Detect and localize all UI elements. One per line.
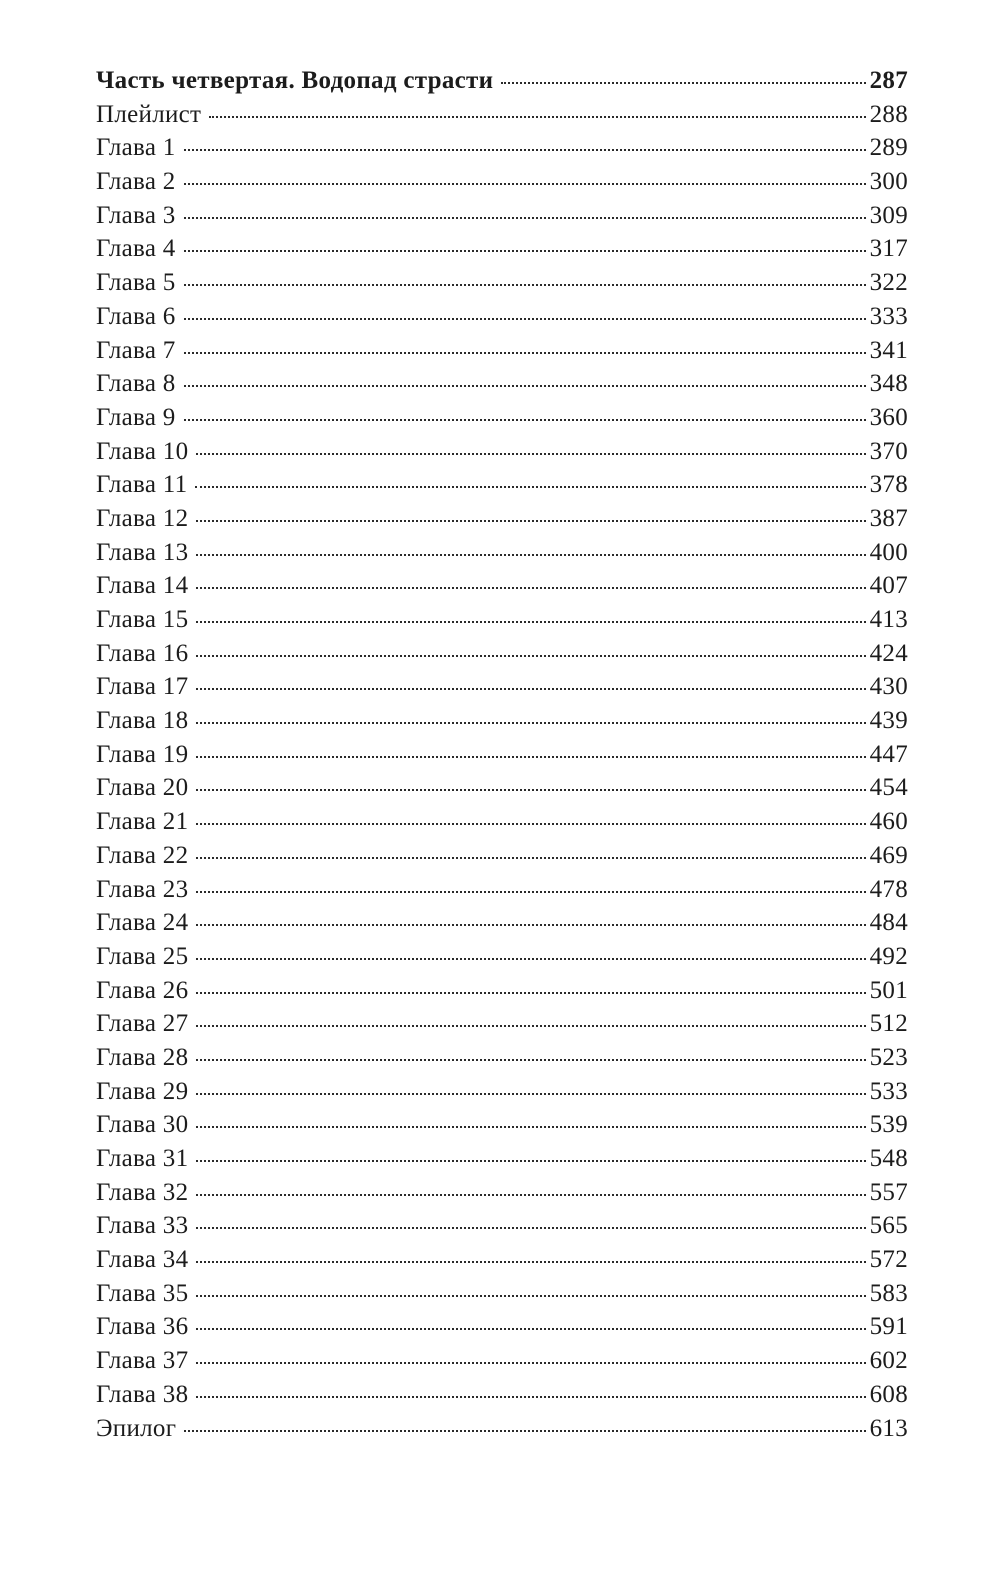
toc-entry: [96, 1310, 908, 1344]
dot-leader: [196, 1396, 865, 1398]
toc-entry: [96, 569, 908, 603]
toc-entry-title: Глава 32: [96, 1178, 189, 1206]
dot-leader: [196, 1093, 865, 1095]
dot-leader: [196, 688, 865, 690]
toc-entry-page-number: 300: [869, 168, 908, 196]
toc-entry: [96, 98, 908, 132]
toc-entry: [96, 906, 908, 940]
dot-leader: [196, 722, 865, 724]
dot-leader: [196, 891, 865, 893]
toc-entry-page-number: 378: [869, 471, 908, 499]
toc-entry: [96, 1243, 908, 1277]
toc-entry-title: Глава 10: [96, 437, 189, 465]
toc-entry: [96, 266, 908, 300]
dot-leader: [184, 1430, 865, 1432]
toc-entry-title: Глава 30: [96, 1111, 189, 1139]
dot-leader: [184, 385, 866, 387]
toc-entry-title: Глава 4: [96, 235, 176, 263]
toc-entry-page-number: 512: [869, 1010, 908, 1038]
toc-entry-title: Глава 5: [96, 269, 176, 297]
toc-entry-title: Часть четвертая. Водопад страсти: [96, 67, 494, 94]
toc-entry-page-number: 557: [869, 1178, 908, 1206]
dot-leader: [184, 217, 866, 219]
dot-leader: [196, 453, 865, 455]
toc-entry-title: Глава 9: [96, 403, 176, 431]
dot-leader: [196, 1126, 865, 1128]
toc-entry-page-number: 469: [869, 841, 908, 869]
dot-leader: [209, 116, 865, 118]
toc-entry-title: Глава 38: [96, 1380, 189, 1408]
toc-entry-title: Глава 23: [96, 875, 189, 903]
toc-entry: [96, 300, 908, 334]
toc-entry: [96, 1041, 908, 1075]
dot-leader: [196, 1261, 865, 1263]
dot-leader: [184, 183, 866, 185]
toc-entry-page-number: 548: [869, 1145, 908, 1172]
toc-entry: [96, 502, 908, 536]
dot-leader: [196, 789, 865, 791]
toc-entry: [96, 334, 908, 368]
toc-entry-page-number: 430: [869, 673, 908, 701]
toc-entry: [96, 64, 908, 98]
toc-entry-page-number: 317: [869, 235, 908, 263]
toc-entry-title: Глава 34: [96, 1246, 189, 1274]
toc-entry-page-number: 460: [869, 808, 908, 836]
toc-entry: [96, 1344, 908, 1378]
toc-entry: [96, 1007, 908, 1041]
dot-leader: [195, 486, 865, 488]
toc-entry-title: Глава 31: [96, 1145, 189, 1172]
toc-entry: [96, 468, 908, 502]
toc-entry: [96, 165, 908, 199]
toc-entry: [96, 771, 908, 805]
toc-entry-page-number: 539: [869, 1111, 908, 1139]
dot-leader: [184, 419, 866, 421]
toc-entry: [96, 704, 908, 738]
toc-entry-page-number: 341: [869, 336, 908, 364]
toc-entry-title: Глава 2: [96, 168, 176, 196]
toc-entry: [96, 367, 908, 401]
toc-entry-page-number: 413: [869, 606, 908, 633]
dot-leader: [196, 924, 865, 926]
dot-leader: [196, 1362, 865, 1364]
toc-entry-page-number: 565: [869, 1212, 908, 1240]
toc-entry-page-number: 348: [869, 370, 908, 398]
dot-leader: [501, 82, 865, 84]
toc-entry-page-number: 387: [869, 504, 908, 532]
toc-entry: [96, 805, 908, 839]
toc-entry-title: Глава 14: [96, 572, 189, 600]
dot-leader: [196, 1227, 865, 1229]
toc-entry: [96, 738, 908, 772]
toc-entry-title: Глава 19: [96, 740, 189, 768]
toc-entry: [96, 839, 908, 873]
toc-entry-page-number: 424: [869, 639, 908, 667]
toc-entry-page-number: 478: [869, 875, 908, 903]
toc-entry-page-number: 583: [869, 1279, 908, 1307]
toc-entry-title: Глава 7: [96, 336, 176, 364]
toc-entry-title: Глава 12: [96, 504, 189, 532]
toc-entry-page-number: 533: [869, 1077, 908, 1105]
toc-entry-page-number: 400: [869, 538, 908, 566]
toc-entry-title: Глава 18: [96, 707, 189, 735]
toc-entry-page-number: 447: [869, 740, 908, 768]
toc-entry-title: Глава 22: [96, 841, 189, 869]
toc-entry: [96, 940, 908, 974]
toc-entry-page-number: 322: [869, 269, 908, 297]
toc-entry-page-number: 523: [869, 1043, 908, 1071]
toc-entry-title: Глава 20: [96, 774, 189, 802]
toc-entry-title: Глава 35: [96, 1279, 189, 1307]
toc-entry: [96, 199, 908, 233]
toc-entry-title: Глава 26: [96, 976, 189, 1004]
toc-entry-page-number: 501: [869, 976, 908, 1004]
toc-entry: [96, 232, 908, 266]
toc-entry-page-number: 287: [869, 67, 908, 94]
toc-entry-page-number: 454: [869, 774, 908, 802]
toc-entry-title: Глава 27: [96, 1010, 189, 1038]
dot-leader: [196, 756, 865, 758]
dot-leader: [196, 520, 865, 522]
dot-leader: [196, 655, 865, 657]
toc-entry-title: Глава 29: [96, 1077, 189, 1105]
toc-entry: [96, 670, 908, 704]
dot-leader: [196, 1160, 865, 1162]
toc-entry-page-number: 289: [869, 134, 908, 162]
toc-entry-page-number: 407: [869, 572, 908, 600]
dot-leader: [184, 318, 866, 320]
toc-entry: [96, 1108, 908, 1142]
toc-entry: [96, 131, 908, 165]
toc-entry-title: Глава 13: [96, 538, 189, 566]
toc-entry-page-number: 288: [869, 100, 908, 128]
toc-entry-page-number: 602: [869, 1347, 908, 1375]
toc-entry: [96, 1412, 908, 1446]
dot-leader: [196, 857, 865, 859]
toc-entry-title: Глава 25: [96, 942, 189, 970]
toc-entry: [96, 1378, 908, 1412]
toc-entry: [96, 603, 908, 637]
toc-entry-page-number: 572: [869, 1246, 908, 1274]
toc-entry: [96, 974, 908, 1008]
dot-leader: [196, 621, 865, 623]
toc-entry-title: Глава 6: [96, 302, 176, 330]
dot-leader: [184, 284, 866, 286]
toc-entry: [96, 1209, 908, 1243]
dot-leader: [196, 1025, 865, 1027]
dot-leader: [196, 1059, 865, 1061]
dot-leader: [196, 958, 865, 960]
toc-entry: [96, 401, 908, 435]
dot-leader: [184, 352, 866, 354]
toc-entry-page-number: 309: [869, 201, 908, 229]
toc-entry-title: Глава 15: [96, 606, 189, 633]
toc-entry-page-number: 360: [869, 403, 908, 431]
toc-entry-title: Глава 1: [96, 134, 176, 162]
toc-entry-title: Плейлист: [96, 100, 202, 128]
toc-entry: [96, 1075, 908, 1109]
toc-entry: [96, 435, 908, 469]
toc-entry: [96, 873, 908, 907]
toc-entry: [96, 1277, 908, 1311]
dot-leader: [196, 587, 865, 589]
table-of-contents: [96, 64, 908, 1445]
dot-leader: [196, 823, 865, 825]
toc-entry: [96, 536, 908, 570]
toc-entry-title: Глава 21: [96, 808, 189, 836]
toc-entry-page-number: 333: [869, 302, 908, 330]
dot-leader: [196, 1328, 865, 1330]
toc-entry: [96, 1176, 908, 1210]
toc-entry-page-number: 613: [869, 1414, 908, 1442]
dot-leader: [184, 149, 866, 151]
toc-entry-page-number: 492: [869, 942, 908, 970]
toc-entry-title: Глава 24: [96, 909, 189, 937]
toc-entry-title: Глава 36: [96, 1313, 189, 1341]
dot-leader: [196, 554, 865, 556]
toc-entry-title: Глава 16: [96, 639, 189, 667]
toc-entry-title: Глава 17: [96, 673, 189, 701]
dot-leader: [196, 1295, 865, 1297]
toc-entry: [96, 1142, 908, 1176]
toc-entry-page-number: 591: [869, 1313, 908, 1341]
toc-entry-page-number: 439: [869, 707, 908, 735]
toc-entry-page-number: 608: [869, 1380, 908, 1408]
toc-entry-title: Глава 28: [96, 1043, 189, 1071]
toc-entry-page-number: 370: [869, 437, 908, 465]
dot-leader: [196, 1194, 865, 1196]
toc-entry-title: Эпилог: [96, 1414, 177, 1442]
toc-entry-title: Глава 37: [96, 1347, 189, 1375]
toc-entry-title: Глава 11: [96, 471, 188, 499]
toc-entry-title: Глава 33: [96, 1212, 189, 1240]
toc-entry: [96, 637, 908, 671]
toc-entry-title: Глава 8: [96, 370, 176, 398]
toc-entry-title: Глава 3: [96, 201, 176, 229]
dot-leader: [184, 250, 866, 252]
dot-leader: [196, 992, 865, 994]
toc-entry-page-number: 484: [869, 909, 908, 937]
